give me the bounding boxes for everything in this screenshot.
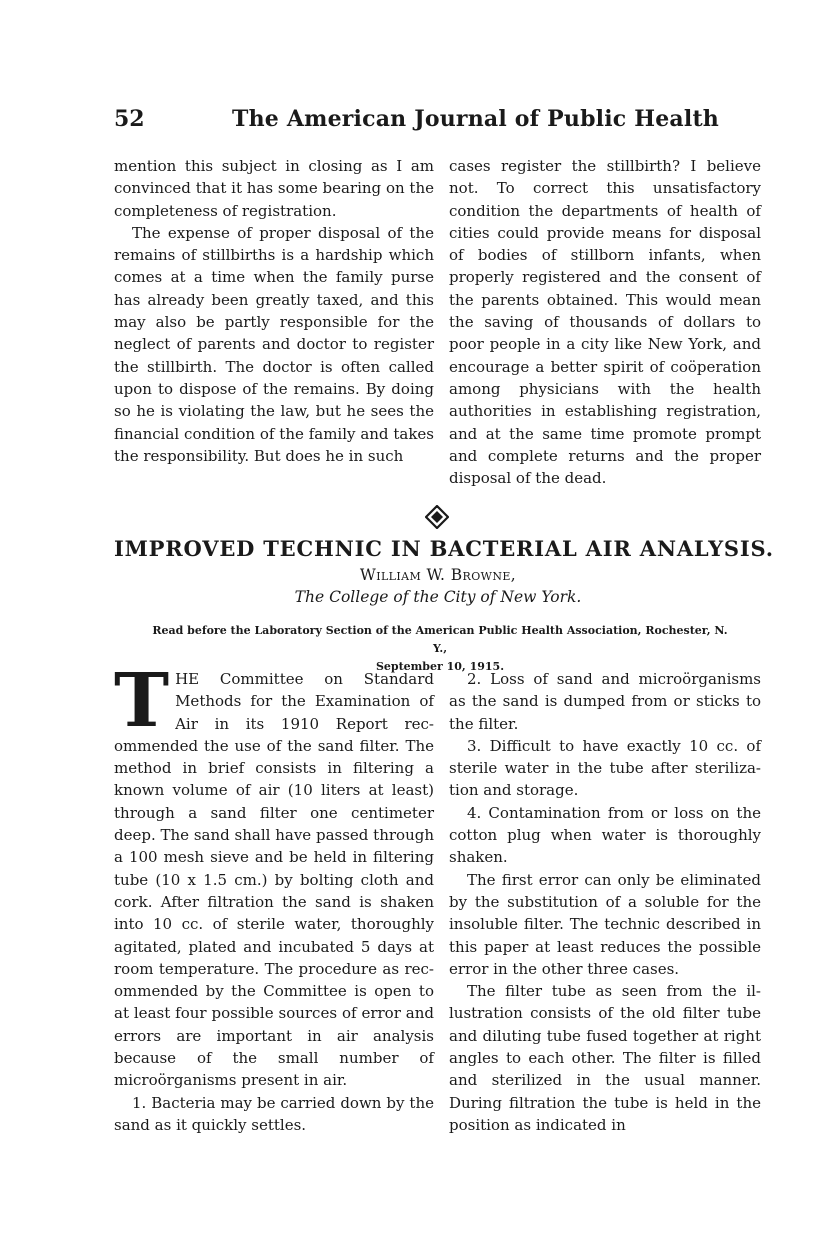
paragraph: cases register the stillbirth? I believe not. To correct this unsatisfactory condition the departments of health of cities could provide means for disposal of bodies of stillborn infants, when properly registered and the consent of the parents obtained. This would mean the saving of thousands of dollars to poor people in a city like New York, and encourage a better spirit of coöperation among physicians with the health authorities in establishing registration, and at the same time promote prompt and complete returns and the proper disposal of the dead. xyxy=(449,157,761,488)
presentation-note-line: Read before the Laboratory Section of the American Public Health Association, Rochester, N. Y., xyxy=(152,624,728,655)
paragraph: 3. Difficult to have exactly 10 cc. of sterile water in the tube after sterilization and storage. xyxy=(449,736,761,800)
article-left-column xyxy=(114,658,434,1136)
section-divider-ornament xyxy=(425,505,449,529)
article-title: IMPROVED TECHNIC IN BACTERIAL AIR ANALYSIS. xyxy=(114,536,774,561)
paragraph: 1. Bacteria may be carried down by the sand as it quickly settles. xyxy=(114,1093,434,1134)
paragraph: 4. Contamination from or loss on the cotton plug when water is thoroughly shaken. xyxy=(449,803,761,867)
page-header xyxy=(114,106,760,140)
page-number: 52 xyxy=(114,106,145,132)
paragraph xyxy=(114,658,434,1092)
author-affiliation: The College of the City of New York. xyxy=(294,588,582,606)
paragraph: mention this subject in closing as I am convinced that it has some bearing on the completeness of registration. xyxy=(114,157,434,220)
paragraph: The first error can only be eliminated by the substitution of a soluble for the insoluble filter. The technic described in this paper at least reduces the possible error in the other three cases. xyxy=(449,870,761,978)
presentation-note-date: September 10, 1915. xyxy=(375,660,505,673)
previous-article-right-column xyxy=(449,155,761,489)
journal-running-head: The American Journal of Public Health xyxy=(232,106,719,132)
article-author: William W. Browne, xyxy=(359,566,517,584)
article-right-column xyxy=(449,668,761,1136)
drop-cap: T xyxy=(114,658,170,744)
paragraph: The filter tube as seen from the illustration consists of the old filter tube and diluting tube fused together at right angles to each other. The filter is filled and sterilized in the usual manner. During filtration the tube is held in the position as indicated in xyxy=(449,982,761,1134)
paragraph: 2. Loss of sand and microörganisms as the sand is dumped from or sticks to the filter. xyxy=(449,670,761,733)
paragraph-text: HE Committee on Standard Methods for the Examination of Air in its 1910 Report recommended the use of the sand filter. The method in brief consists in filtering a known volume of air (10 liters at least) through a sand filter one centimeter deep. The sand shall have passed through a 100 mesh sieve and be held in filtering tube (10 x 1.5 cm.) by bolting cloth and cork. After filtration the sand is shaken into 10 cc. of sterile water, thoroughly agitated, plated and incubated 5 days at room temperature. The procedure as recommended by the Committee is open to at least four possible sources of error and errors are important in air analysis because of the small number of microörganisms present in air. xyxy=(114,670,434,1090)
paragraph: The expense of proper disposal of the remains of stillbirths is a hardship which comes at a time when the family purse has already been greatly taxed, and this may also be partly responsible for the neglect of parents and doctor to register the stillbirth. The doctor is often called upon to dispose of the remains. By doing so he is violating the law, but he sees the financial condition of the family and takes the responsibility. But does he in such xyxy=(114,223,434,465)
previous-article-left-column xyxy=(114,155,434,467)
